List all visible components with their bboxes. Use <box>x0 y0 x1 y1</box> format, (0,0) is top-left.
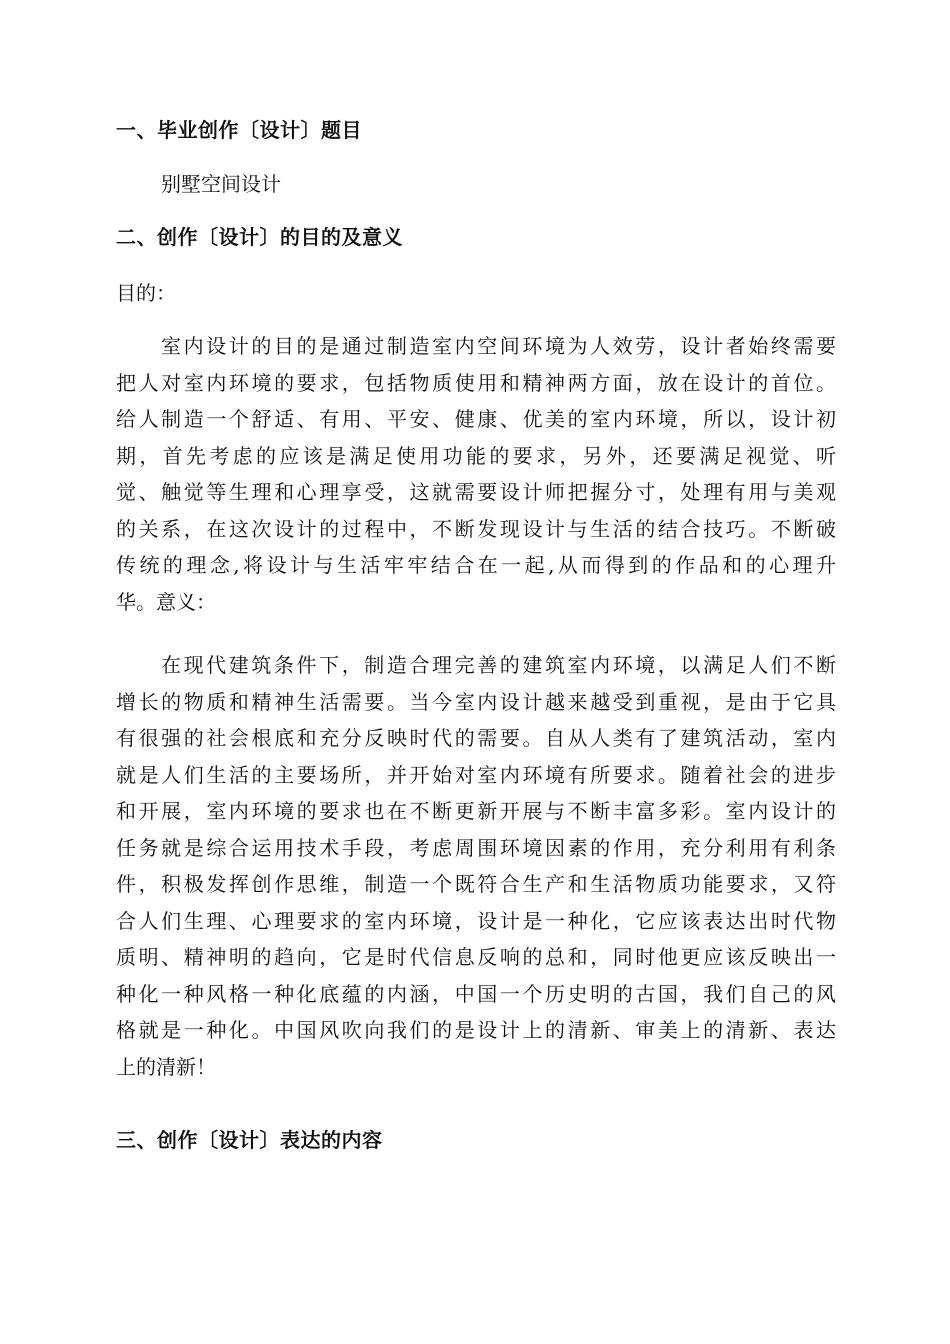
paragraph-line: 期，首先考虑的应该是满足使用功能的要求，另外，还要满足视觉、听 <box>116 443 836 468</box>
paragraph-line: 件，积极发挥创作思维，制造一个既符合生产和生活物质功能要求，又符 <box>116 872 836 896</box>
paragraph-line: 上的清新！ <box>116 1054 216 1079</box>
paragraph-line: 增长的物质和精神生活需要。当今室内设计越来越受到重视，是由于它具 <box>116 689 836 714</box>
paragraph-line: 的关系，在这次设计的过程中，不断发现设计与生活的结合技巧。不断破 <box>116 516 836 541</box>
section-3-heading: 三、创作〔设计〕表达的内容 <box>116 1128 383 1152</box>
section-2-heading: 二、创作〔设计〕的目的及意义 <box>116 225 403 249</box>
paragraph-line: 有很强的社会根底和充分反映时代的需要。自从人类有了建筑活动，室内 <box>116 726 836 750</box>
paragraph-line: 种化一种风格一种化底蕴的内涵，中国一个历史明的古国，我们自己的风 <box>116 981 836 1006</box>
purpose-label: 目的： <box>116 281 176 305</box>
paragraph-line: 传统的理念,将设计与生活牢牢结合在一起,从而得到的作品和的心理升 <box>116 553 836 577</box>
paragraph-line: 在现代建筑条件下，制造合理完善的建筑室内环境，以满足人们不断 <box>161 653 836 677</box>
paragraph-line: 室内设计的目的是通过制造室内空间环境为人效劳，设计者始终需要 <box>161 334 836 358</box>
paragraph-line: 和开展，室内环境的要求也在不断更新开展与不断丰富多彩。室内设计的 <box>116 799 836 823</box>
purpose-paragraph <box>116 328 836 620</box>
project-title: 别墅空间设计 <box>161 172 281 196</box>
section-1-heading: 一、毕业创作〔设计〕题目 <box>116 118 362 142</box>
paragraph-line: 觉、触觉等生理和心理享受，这就需要设计师把握分寸，处理有用与美观 <box>116 480 836 504</box>
paragraph-line: 把人对室内环境的要求，包括物质使用和精神两方面，放在设计的首位。 <box>116 370 836 395</box>
paragraph-line: 华。意义： <box>116 589 216 614</box>
paragraph-line: 给人制造一个舒适、有用、平安、健康、优美的室内环境，所以，设计初 <box>116 407 836 431</box>
paragraph-line: 质明、精神明的趋向，它是时代信息反响的总和，同时他更应该反映出一 <box>116 945 836 969</box>
meaning-paragraph <box>116 647 836 1085</box>
paragraph-line: 格就是一种化。中国风吹向我们的是设计上的清新、审美上的清新、表达 <box>116 1018 836 1042</box>
paragraph-line: 合人们生理、心理要求的室内环境，设计是一种化，它应该表达出时代物 <box>116 908 836 933</box>
paragraph-line: 任务就是综合运用技术手段，考虑周围环境因素的作用，充分利用有利条 <box>116 835 836 860</box>
paragraph-line: 就是人们生活的主要场所，并开始对室内环境有所要求。随着社会的进步 <box>116 762 836 787</box>
